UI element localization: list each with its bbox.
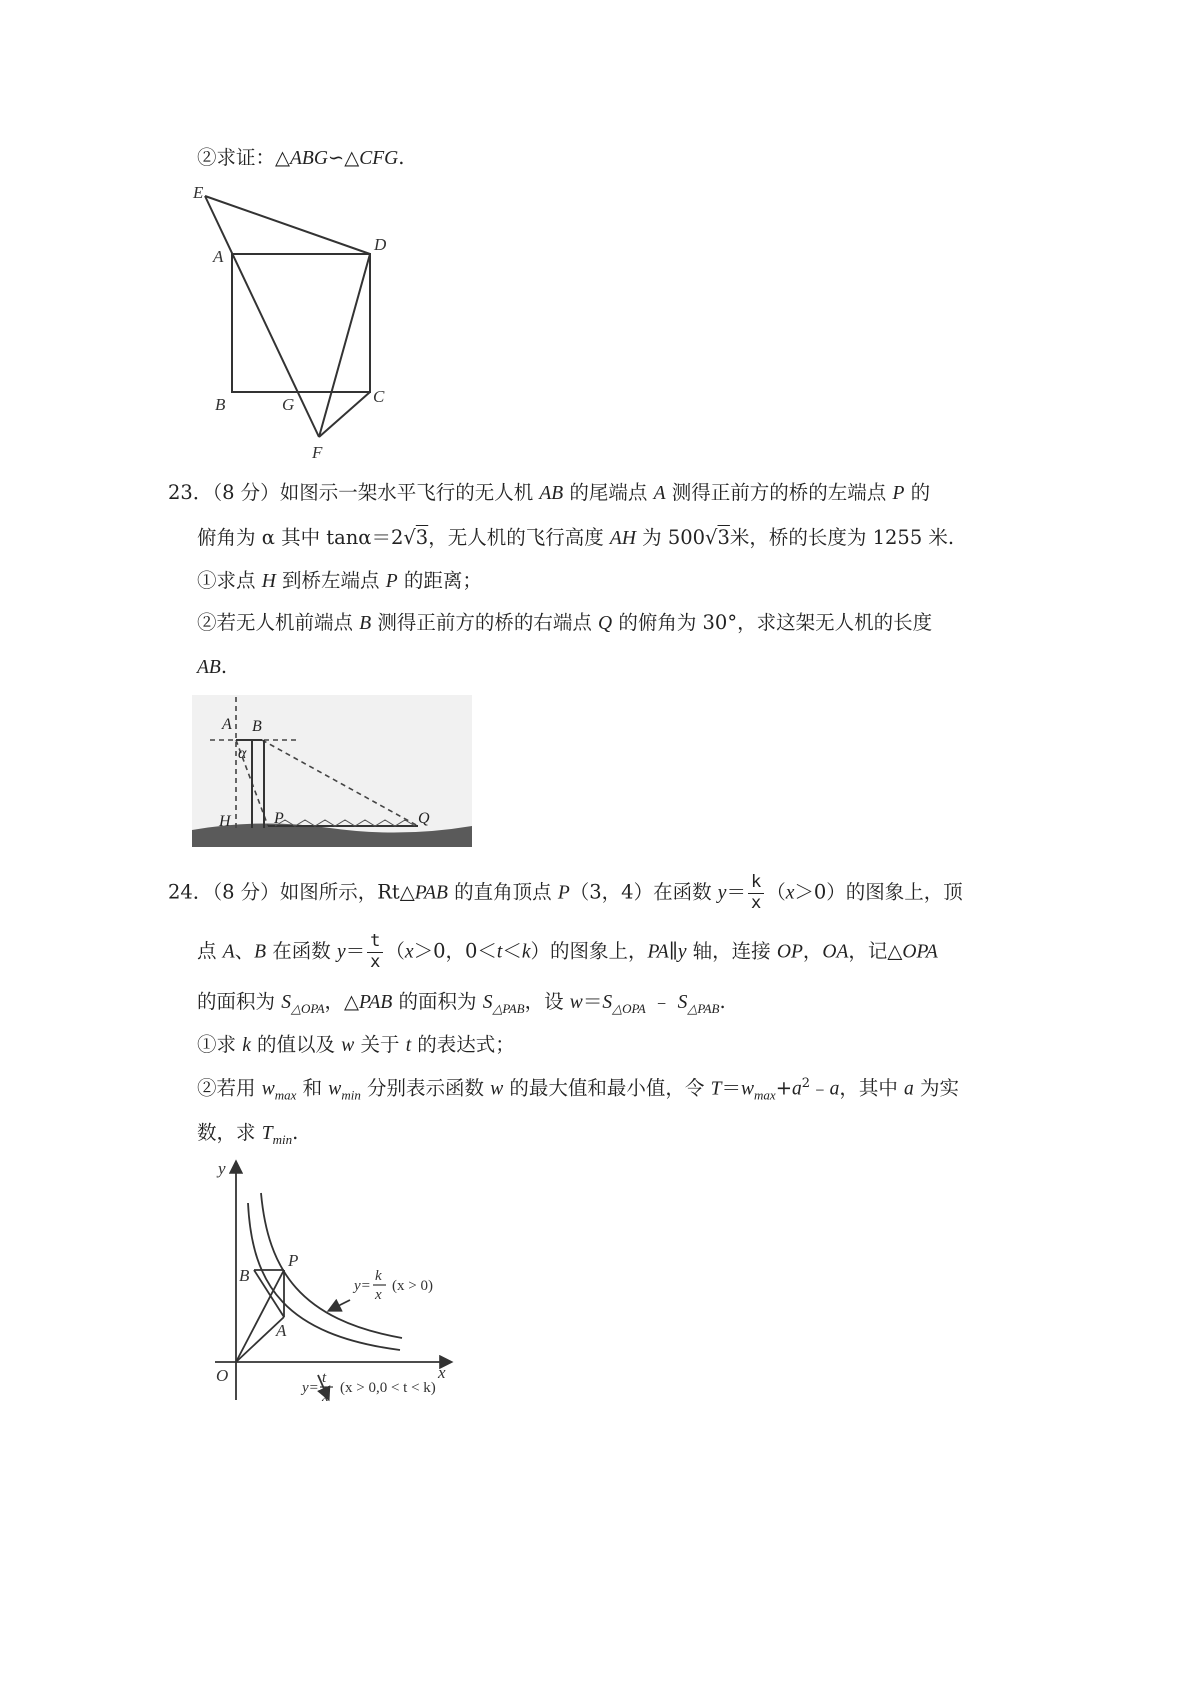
label-alpha: α (238, 745, 247, 762)
label-o: O (216, 1366, 229, 1385)
fraction-k-over-x: $\frac{k}{x}$ (748, 873, 764, 913)
label-a: A (213, 247, 224, 266)
label-x: x (438, 1363, 446, 1382)
label-e: E (193, 183, 204, 202)
q23-line2: 俯角为 α 其中 tanα＝2√3，无人机的飞行高度 AH 为 500√3米，桥的长度为 1255 米. (197, 526, 955, 549)
curve2-den: x (322, 1389, 329, 1405)
q23-part1: ①求点 H 到桥左端点 P 的距离； (197, 569, 482, 592)
label-q: Q (418, 810, 430, 827)
segment-df (319, 254, 370, 437)
segment-cf (319, 392, 370, 437)
curve2-y: y= (302, 1380, 319, 1396)
curve-k-over-x (261, 1193, 402, 1338)
q24-line2: 点 A、B 在函数 y＝ $\frac{t}{x}$ （x＞0，0＜t＜k）的图象上，PA∥y 轴，连接 OP，OA，记△OPA (197, 931, 938, 972)
square-figure (190, 180, 410, 465)
label-b: B (252, 718, 262, 735)
q23-part2-end: AB. (197, 655, 228, 678)
q24-part2-end: 数，求 $T_{min}$. (197, 1121, 299, 1147)
label-p: P (288, 1251, 299, 1270)
curve1-cond: (x > 0) (392, 1278, 433, 1294)
label-b: B (215, 395, 226, 414)
q24-part1: ①求 k 的值以及 w 关于 t 的表达式； (197, 1033, 515, 1056)
q24-line1: 24．（8 分）如图所示，Rt△PAB 的直角顶点 P（3，4）在函数 y＝ $\frac{k}{x}$ （x＞0）的图象上，顶 (168, 872, 963, 913)
curve1-num: k (375, 1268, 382, 1284)
label-d: D (374, 235, 387, 254)
label-g: G (282, 395, 295, 414)
curve2-num: t (322, 1370, 327, 1386)
q22-part2-line: ②求证：△ABG∽△CFG. (197, 146, 405, 169)
square-abcd (232, 254, 370, 392)
q24-part2: ②若用 $w_{max}$ 和 $w_{min}$ 分别表示函数 w 的最大值和最小值，令 $T=w_{max}+a^2﹣a$，其中 a 为实 (197, 1076, 959, 1103)
label-y: y (218, 1159, 226, 1178)
label-a: A (276, 1321, 287, 1340)
label-b: B (239, 1266, 250, 1285)
label-f: F (312, 443, 323, 462)
label-h: H (219, 813, 231, 830)
curve2-cond: (x > 0,0 < t < k) (340, 1380, 436, 1396)
curve1-y: y= (354, 1278, 371, 1294)
hyperbola-figure (190, 1155, 480, 1410)
q24-line3: 的面积为 $S_{\triangle OPA}$，△PAB 的面积为 $S_{\triangle PAB}$，设 $w=S_{\triangle OPA}$ ﹣ $S_{\triangle PAB}$. (197, 990, 726, 1016)
label-c: C (373, 387, 385, 406)
curve1-den: x (375, 1287, 382, 1303)
q23-line1: 23．（8 分）如图示一架水平飞行的无人机 AB 的尾端点 A 测得正前方的桥的左端点 P 的 (168, 481, 931, 504)
q23-part2: ②若无人机前端点 B 测得正前方的桥的右端点 Q 的俯角为 30°，求这架无人机的长度 (197, 611, 933, 634)
drone-bridge-figure (192, 695, 472, 847)
fraction-t-over-x: $\frac{t}{x}$ (367, 932, 383, 972)
label-p: P (274, 810, 284, 827)
segment-ed (205, 196, 370, 254)
label-a: A (222, 716, 232, 733)
